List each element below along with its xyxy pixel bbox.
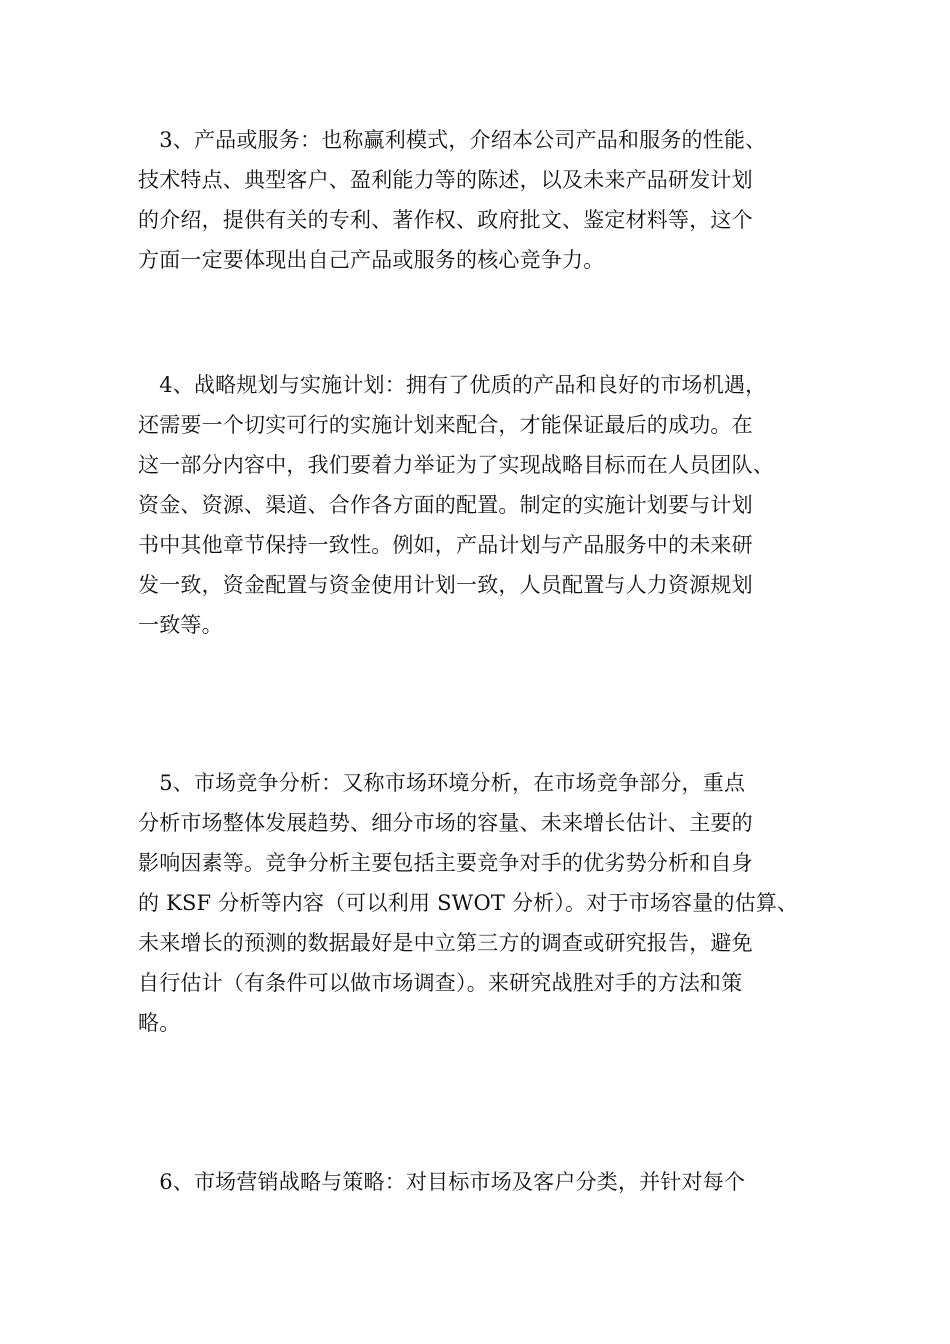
text-line: 这一部分内容中，我们要着力举证为了实现战略目标而在人员团队、 [138, 453, 774, 477]
text-line: 6、市场营销战略与策略：对目标市场及客户分类，并针对每个 [138, 1170, 746, 1194]
text-line: 3、产品或服务：也称赢利模式，介绍本公司产品和服务的性能、 [138, 128, 767, 152]
text-line: 资金、资源、渠道、合作各方面的配置。制定的实施计划要与计划 [138, 493, 753, 517]
text-line: 5、市场竞争分析：又称市场环境分析，在市场竞争部分，重点 [138, 771, 746, 795]
text-line: 一致等。 [138, 613, 223, 637]
text-line: 未来增长的预测的数据最好是中立第三方的调查或研究报告，避免 [138, 931, 753, 955]
text-line: 分析市场整体发展趋势、细分市场的容量、未来增长估计、主要的 [138, 811, 753, 835]
paragraph-strategy-plan [138, 365, 810, 645]
text-line: 方面一定要体现出自己产品或服务的核心竞争力。 [138, 248, 605, 272]
text-line: 的 KSF 分析等内容（可以利用 SWOT 分析）。对于市场容量的估算、 [138, 891, 799, 915]
text-line: 的介绍，提供有关的专利、著作权、政府批文、鉴定材料等，这个 [138, 208, 753, 232]
text-line: 略。 [138, 1011, 181, 1035]
paragraph-product-or-service [138, 120, 810, 280]
text-line: 书中其他章节保持一致性。例如，产品计划与产品服务中的未来研 [138, 533, 753, 557]
text-line: 技术特点、典型客户、盈利能力等的陈述，以及未来产品研发计划 [138, 168, 753, 192]
paragraph-marketing-strategy [138, 1162, 810, 1202]
text-line: 自行估计（有条件可以做市场调查）。来研究战胜对手的方法和策 [138, 971, 743, 995]
text-line: 发一致，资金配置与资金使用计划一致，人员配置与人力资源规划 [138, 573, 753, 597]
text-line: 4、战略规划与实施计划：拥有了优质的产品和良好的市场机遇， [138, 373, 767, 397]
paragraph-market-competition [138, 763, 810, 1043]
text-line: 影响因素等。竞争分析主要包括主要竞争对手的优劣势分析和自身 [138, 851, 753, 875]
text-line: 还需要一个切实可行的实施计划来配合，才能保证最后的成功。在 [138, 413, 753, 437]
